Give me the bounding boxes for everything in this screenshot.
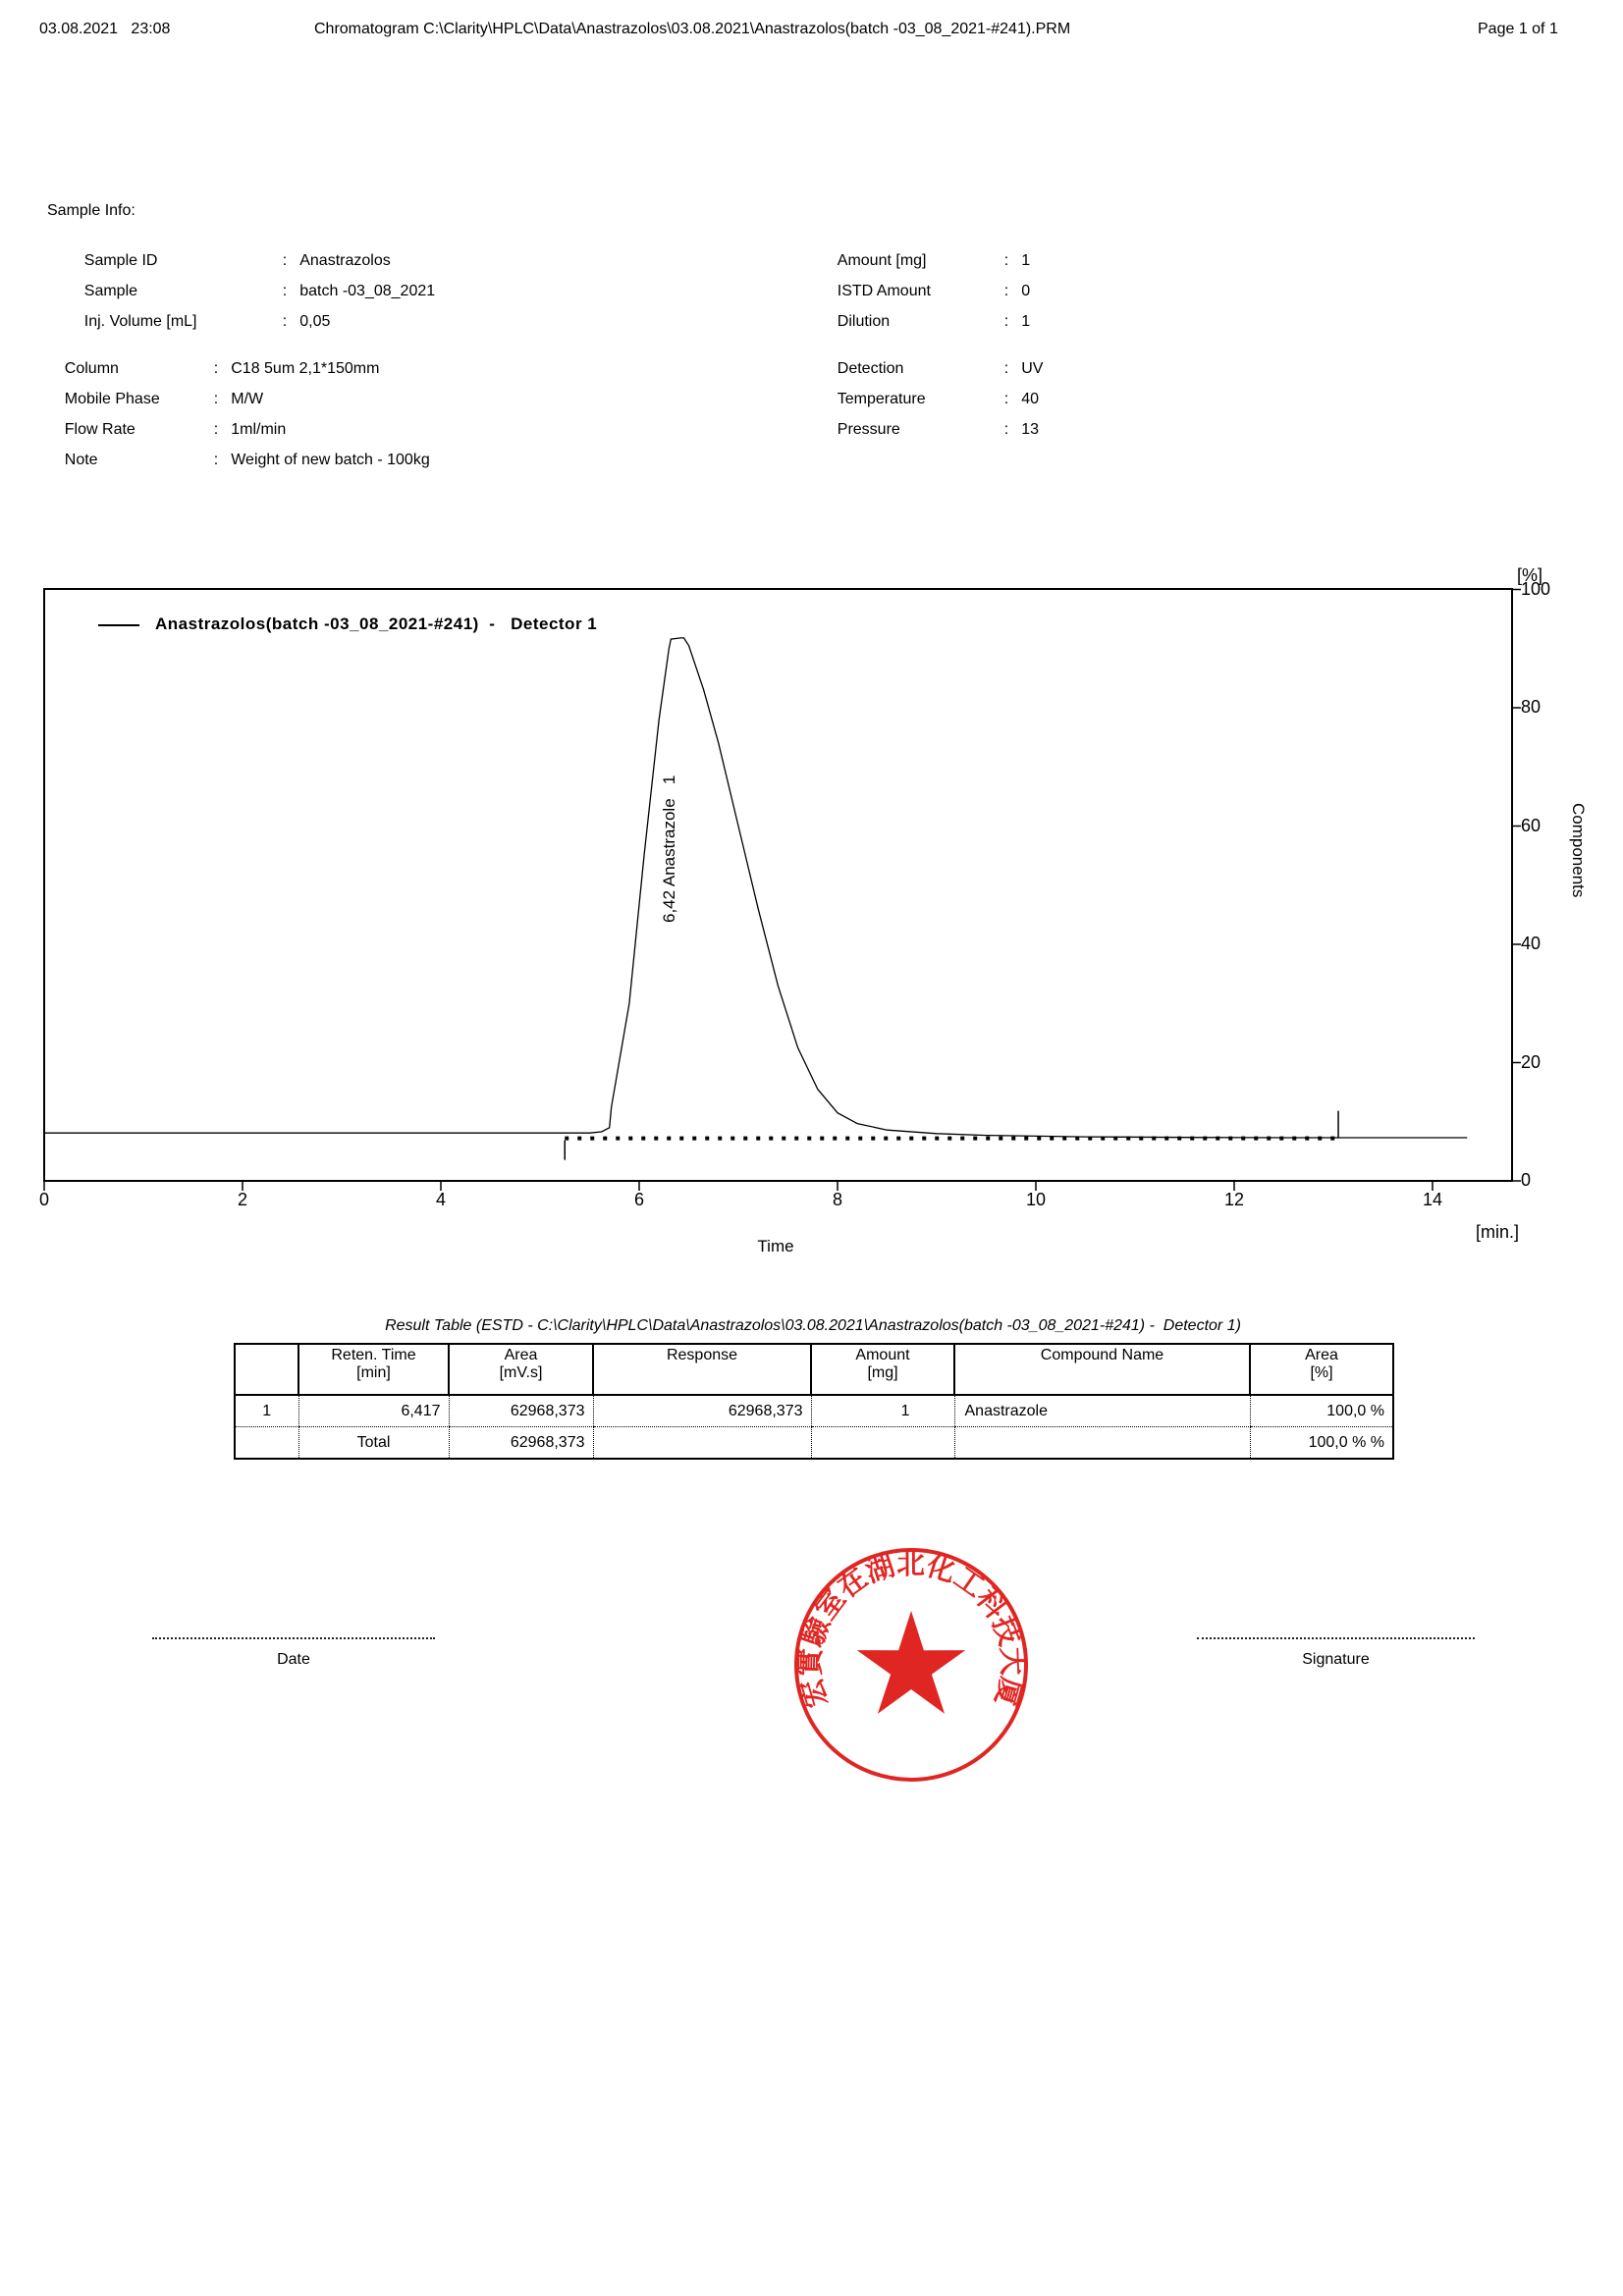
stamp-text: 宏實驗室在湖北化工科技大廈: [793, 1547, 1029, 1712]
field-label: ISTD Amount: [837, 283, 931, 299]
header-cell-index: [235, 1344, 298, 1395]
column-name: Compound Name: [1040, 1347, 1164, 1363]
field-label: Temperature: [837, 391, 926, 407]
stamp-star-icon: [857, 1611, 965, 1714]
field-label: Pressure: [837, 421, 900, 438]
cell-response: 62968,373: [593, 1395, 811, 1427]
field-label: Sample ID: [83, 252, 158, 269]
field-value: Weight of new batch - 100kg: [231, 452, 430, 468]
x-tick-label: 12: [1223, 1190, 1245, 1209]
x-tick-label: 14: [1422, 1190, 1443, 1209]
company-stamp: [764, 1518, 1058, 1812]
field-label: Column: [64, 360, 119, 377]
cell-compound: Anastrazole: [954, 1395, 1250, 1427]
colon: :: [1003, 391, 1009, 407]
field-value: Anastrazolos: [299, 252, 391, 269]
header-cell-retention: [298, 1344, 449, 1395]
field-label: Amount [mg]: [837, 252, 927, 269]
column-name: Area: [1305, 1347, 1338, 1363]
result-table-header-row: [235, 1344, 1393, 1395]
cell-blank: [811, 1427, 954, 1460]
field-value: UV: [1021, 360, 1044, 377]
x-tick-label: 10: [1025, 1190, 1047, 1209]
cell-index: [235, 1427, 298, 1460]
cell-area-pct: 100,0 %: [1250, 1395, 1393, 1427]
colon: :: [282, 252, 288, 269]
colon: :: [1003, 421, 1009, 438]
date-line: [152, 1637, 435, 1639]
field-label: Flow Rate: [64, 421, 135, 438]
signature-line: [1197, 1637, 1475, 1639]
cell-retention: 6,417: [298, 1395, 449, 1427]
field-note: [47, 431, 430, 490]
column-name: Response: [666, 1347, 738, 1363]
colon: :: [213, 360, 219, 377]
colon: :: [282, 313, 288, 330]
x-tick-label: 4: [435, 1190, 446, 1209]
colon: :: [213, 421, 219, 438]
y-tick-label: 60: [1521, 815, 1542, 835]
field-value: 40: [1021, 391, 1040, 407]
result-row-1: [235, 1395, 1393, 1427]
field-label: Inj. Volume [mL]: [83, 313, 197, 330]
field-value: 0,05: [299, 313, 331, 330]
colon: :: [1003, 360, 1009, 377]
result-total-row: [235, 1427, 1393, 1460]
cell-area: 62968,373: [449, 1395, 593, 1427]
field-value: 13: [1021, 421, 1040, 438]
result-table: [234, 1343, 1394, 1460]
field-label: Sample: [83, 283, 138, 299]
field-value: M/W: [231, 391, 264, 407]
y-tick-label: 100: [1521, 578, 1551, 599]
header-cell-amount: [811, 1344, 954, 1395]
result-table-title: Result Table (ESTD - C:\Clarity\HPLC\Data\Anastrazolos\03.08.2021\Anastrazolos(batch -03_08_2021-#241) - Detector 1): [385, 1317, 1241, 1334]
field-label: Dilution: [837, 313, 891, 330]
y-tick-label: 0: [1521, 1170, 1532, 1190]
legend-label: Anastrazolos(batch -03_08_2021-#241) - Detector 1: [155, 614, 598, 633]
y-tick-label: 40: [1521, 934, 1542, 953]
peak-annotation: 6,42 Anastrazole 1: [660, 774, 678, 923]
colon: :: [213, 391, 219, 407]
cell-total-area: 62968,373: [449, 1427, 593, 1460]
page-number: Page 1 of 1: [1478, 21, 1558, 37]
cell-total-area-pct: 100,0 % %: [1250, 1427, 1393, 1460]
sample-info-heading: Sample Info:: [47, 202, 135, 219]
legend-line-swatch: [98, 624, 139, 626]
report-datetime: 03.08.2021 23:08: [39, 21, 171, 37]
header-cell-area: [449, 1344, 593, 1395]
colon: :: [213, 452, 219, 468]
y-axis-unit: [%]: [1517, 565, 1543, 585]
field-pressure: [820, 400, 1039, 459]
colon: :: [1003, 252, 1009, 269]
y-tick-label: 80: [1521, 697, 1542, 717]
field-value: 1ml/min: [231, 421, 287, 438]
field-value: C18 5um 2,1*150mm: [231, 360, 380, 377]
signature-label: Signature: [1302, 1651, 1370, 1668]
field-value: 1: [1021, 313, 1031, 330]
field-label: Detection: [837, 360, 904, 377]
column-name: Reten. Time: [331, 1347, 416, 1363]
colon: :: [282, 283, 288, 299]
column-unit: [min]: [356, 1364, 391, 1381]
field-label: Note: [64, 452, 98, 468]
cell-total-label: Total: [298, 1427, 449, 1460]
column-name: Amount: [855, 1347, 910, 1363]
x-axis-unit: [min.]: [1476, 1222, 1520, 1242]
field-value: batch -03_08_2021: [299, 283, 436, 299]
header-cell-response: [593, 1344, 811, 1395]
x-tick-label: 2: [237, 1190, 247, 1209]
field-label: Mobile Phase: [64, 391, 160, 407]
x-tick-label: 8: [832, 1190, 842, 1209]
colon: :: [1003, 283, 1009, 299]
y-tick-label: 20: [1521, 1051, 1542, 1072]
colon: :: [1003, 313, 1009, 330]
field-value: 1: [1021, 252, 1031, 269]
report-title: Chromatogram C:\Clarity\HPLC\Data\Anastrazolos\03.08.2021\Anastrazolos(batch -03_08_2021-#241).PRM: [314, 21, 1071, 37]
column-name: Area: [504, 1347, 538, 1363]
column-unit: [mV.s]: [499, 1364, 543, 1381]
x-tick-label: 6: [633, 1190, 644, 1209]
cell-blank: [593, 1427, 811, 1460]
header-cell-area-pct: [1250, 1344, 1393, 1395]
x-tick-label: 0: [38, 1190, 49, 1209]
cell-blank: [954, 1427, 1250, 1460]
x-axis-title: Time: [757, 1237, 794, 1255]
column-unit: [mg]: [867, 1364, 898, 1381]
cell-index: 1: [235, 1395, 298, 1427]
column-unit: [%]: [1310, 1364, 1333, 1381]
chromatogram-plot: [43, 587, 1536, 1201]
header-cell-compound: [954, 1344, 1250, 1395]
field-value: 0: [1021, 283, 1031, 299]
y-axis-title: Components: [1569, 803, 1588, 898]
cell-amount: 1: [811, 1395, 954, 1427]
date-label: Date: [277, 1651, 310, 1668]
